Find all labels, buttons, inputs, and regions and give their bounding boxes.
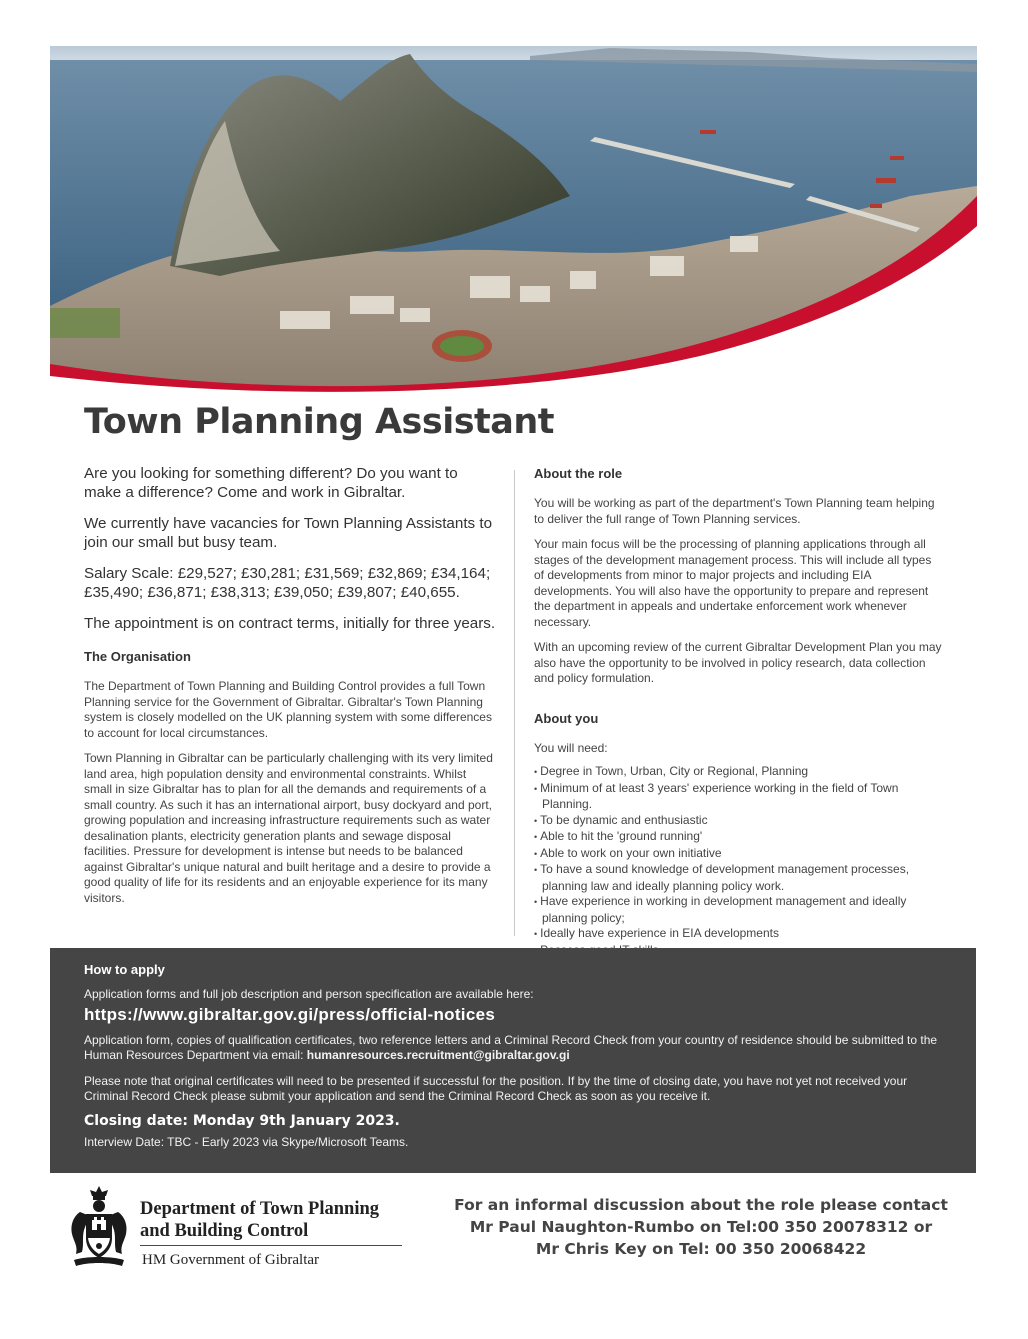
list-item: • Minimum of at least 3 years' experience working in the field of Town Planning. (534, 781, 944, 813)
official-notices-link[interactable]: https://www.gibraltar.gov.gi/press/official-notices (84, 1004, 496, 1024)
about-you-heading: About you (534, 710, 599, 726)
gibraltar-crest-icon (66, 1182, 132, 1272)
contact-line: Mr Paul Naughton-Rumbo on Tel:00 350 20078312 or (469, 1218, 933, 1236)
about-you-intro: You will need: (534, 740, 608, 755)
right-column (534, 464, 944, 959)
organisation-paragraph: Town Planning in Gibraltar can be particularly challenging with its very limited land area, high population density and environmental constraints. Whilst small in size Gibraltar has to plan for all the demands and requirements of a small country. As such it has an international airport, busy dockyard and port, growing population and increasing infrastructure requirements such as water desalination plants, electricity generation plants and sewage disposal facilities. Pressure for development is intense but needs to be balanced against Gibraltar's unique natural and built heritage and a desire to provide a good quality of life for its residents and an enjoyable experience for its many visitors. (84, 751, 493, 905)
list-item: • Able to work on your own initiative (534, 846, 944, 863)
department-name: Department of Town Planning and Building Control (140, 1199, 379, 1241)
intro-text: Are you looking for something different? Do you want to make a difference? Come and work in Gibraltar. (84, 465, 458, 501)
interview-date: Interview Date: TBC - Early 2023 via Skype/Microsoft Teams. (84, 1134, 409, 1149)
contract-terms: The appointment is on contract terms, initially for three years. (84, 615, 496, 632)
salary-scale: Salary Scale: £29,527; £30,281; £31,569; £32,869; £34,164; £35,490; £36,871; £38,313; £39,050; £39,807; £40,655. (84, 565, 491, 601)
about-role-paragraph: You will be working as part of the department's Town Planning team helping to deliver the full range of Town Planning services. (534, 496, 935, 526)
organisation-paragraph: The Department of Town Planning and Building Control provides a full Town Planning service for the Government of Gibraltar. Gibraltar's Town Planning system is closely modelled on the UK planning system with some differences to account for local circumstances. (84, 679, 492, 740)
left-column (84, 464, 496, 916)
hr-email-link[interactable]: humanresources.recruitment@gibraltar.gov.gi (306, 1048, 570, 1062)
closing-date: Closing date: Monday 9th January 2023. (84, 1112, 400, 1129)
forms-text: Application forms and full job description and person specification are available here: (84, 987, 534, 1001)
list-item: • To have a sound knowledge of development management processes, planning law and ideally planning policy work. (534, 862, 944, 894)
about-role-paragraph: With an upcoming review of the current Gibraltar Development Plan you may also have the opportunity to be involved in policy research, data collection and policy formulation. (534, 640, 942, 685)
gibraltar-aerial-illustration (50, 46, 977, 396)
list-item: • Ideally have experience in EIA developments (534, 926, 944, 943)
requirements-list (534, 764, 944, 959)
submit-text: Application form, copies of qualification certificates, two reference letters and a Criminal Record Check from your country of residence should be submitted to the Human Resources Department via email: (84, 1032, 938, 1062)
certificates-note: Please note that original certificates will need to be presented if successful for the position. If by the time of closing date, you have not yet not received your Criminal Record Check please submit your application and send the Criminal Record Check as soon as you receive it. (84, 1073, 908, 1103)
hero-image (50, 46, 977, 396)
contact-line: Mr Chris Key on Tel: 00 350 20068422 (535, 1240, 867, 1258)
department-logo (66, 1182, 406, 1272)
contact-info (446, 1194, 956, 1260)
government-name: HM Government of Gibraltar (142, 1252, 320, 1268)
list-item: • Able to hit the 'ground running' (534, 829, 944, 846)
about-role-paragraph: Your main focus will be the processing of planning applications through all stages of the development management process. This will include all types of developments from minor to major projects and including EIA developments. You will also have the opportunity to prepare and represent the department in appeals and undertake enforcement work whenever necessary. (534, 537, 932, 629)
logo-divider (140, 1245, 402, 1246)
list-item: • To be dynamic and enthusiastic (534, 813, 944, 830)
organisation-heading: The Organisation (84, 649, 191, 664)
contact-line: For an informal discussion about the role please contact (454, 1196, 948, 1214)
list-item: • Degree in Town, Urban, City or Regional, Planning (534, 764, 944, 781)
about-role-heading: About the role (534, 466, 623, 481)
column-divider (514, 470, 515, 936)
vacancies-text: We currently have vacancies for Town Planning Assistants to join our small but busy team. (84, 515, 493, 551)
page-title: Town Planning Assistant (84, 402, 555, 442)
how-to-apply-panel (50, 948, 976, 1173)
list-item: • Have experience in working in development management and ideally planning policy; (534, 894, 944, 926)
how-to-apply-heading: How to apply (84, 962, 165, 977)
